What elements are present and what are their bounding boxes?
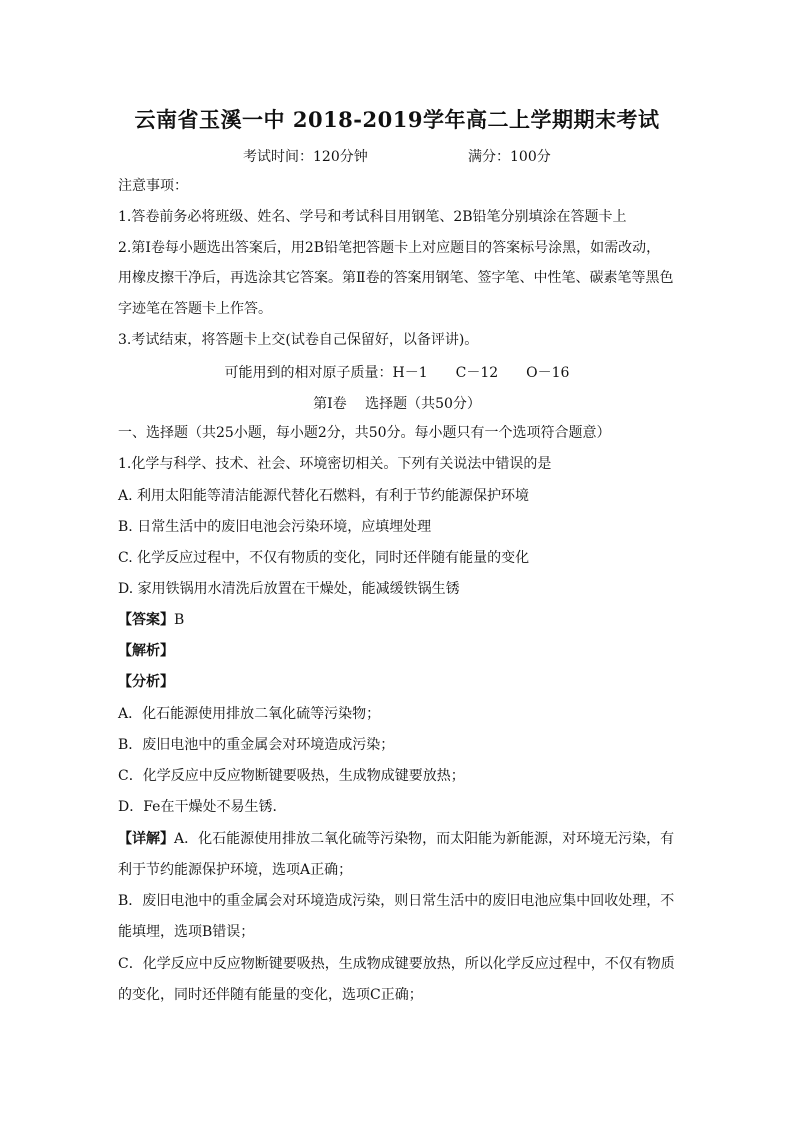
analysis-b: B．废旧电池中的重金属会对环境造成污染； (118, 737, 395, 753)
analysis-a: A．化石能源使用排放二氧化硫等污染物； (118, 706, 381, 722)
detail-c-line-1: C．化学反应中反应物断键要吸热，生成物成键要放热，所以化学反应过程中，不仅有物质 (118, 956, 675, 972)
question-1-option-c: C. 化学反应过程中，不仅有物质的变化，同时还伴随有能量的变化 (118, 550, 530, 566)
detail-a-text: A．化石能源使用排放二氧化硫等污染物，而太阳能为新能源，对环境无污染，有 (174, 831, 675, 847)
answer-label: 【答案】 (118, 612, 174, 628)
detail-b-line-2: 能填埋，选项B错误； (118, 924, 255, 940)
note-item-1: 1.答卷前务必将班级、姓名、学号和考试科目用钢笔、2B铅笔分别填涂在答题卡上 (118, 209, 627, 225)
page-title: 云南省玉溪一中 2018-2019学年高二上学期期末考试 (134, 107, 660, 132)
part-heading: 一、选择题（共25小题，每小题2分，共50分。每小题只有一个选项符合题意） (118, 425, 611, 441)
atomic-mass-line: 可能用到的相对原子质量：H－1 C－12 O－16 (224, 365, 570, 381)
section-title: 第Ⅰ卷 选择题（共50分） (313, 396, 481, 412)
notes-heading: 注意事项： (118, 178, 188, 194)
analysis-label: 【分析】 (118, 674, 174, 690)
answer-value: B (174, 612, 185, 628)
detail-a-line-1 (118, 829, 678, 849)
full-score: 满分：100分 (468, 149, 551, 165)
answer-row (118, 610, 678, 630)
question-1-option-b: B. 日常生活中的废旧电池会污染环境，应填埋处理 (118, 519, 432, 535)
detail-b-line-1: B．废旧电池中的重金属会对环境造成污染，则日常生活中的废旧电池应集中回收处理，不 (118, 893, 675, 909)
question-1-stem: 1.化学与科学、技术、社会、环境密切相关。下列有关说法中错误的是 (118, 456, 552, 472)
note-item-2-line-1: 2.第Ⅰ卷每小题选出答案后，用2B铅笔把答题卡上对应题目的答案标号涂黑，如需改动， (118, 240, 661, 256)
detail-c-line-2: 的变化，同时还伴随有能量的变化，选项C正确； (118, 987, 423, 1003)
question-1-option-d: D. 家用铁锅用水清洗后放置在干燥处，能减缓铁锅生锈 (118, 581, 460, 597)
analysis-c: C．化学反应中反应物断键要吸热，生成物成键要放热； (118, 768, 465, 784)
note-item-2-line-2: 用橡皮擦干净后，再选涂其它答案。第Ⅱ卷的答案用钢笔、签字笔、中性笔、碳素笔等黑色 (118, 270, 674, 286)
detail-a-line-2: 利于节约能源保护环境，选项A正确； (118, 862, 353, 878)
question-1-option-a: A. 利用太阳能等清洁能源代替化石燃料，有利于节约能源保护环境 (118, 488, 530, 504)
note-item-2-line-3: 字迹笔在答题卡上作答。 (118, 301, 272, 317)
note-item-3: 3.考试结束，将答题卡上交(试卷自己保留好，以备评讲)。 (118, 332, 479, 348)
explain-label: 【解析】 (118, 643, 174, 659)
analysis-d: D．Fe在干燥处不易生锈． (118, 799, 287, 815)
detail-label: 【详解】 (118, 831, 174, 847)
exam-time: 考试时间：120分钟 (243, 149, 368, 165)
